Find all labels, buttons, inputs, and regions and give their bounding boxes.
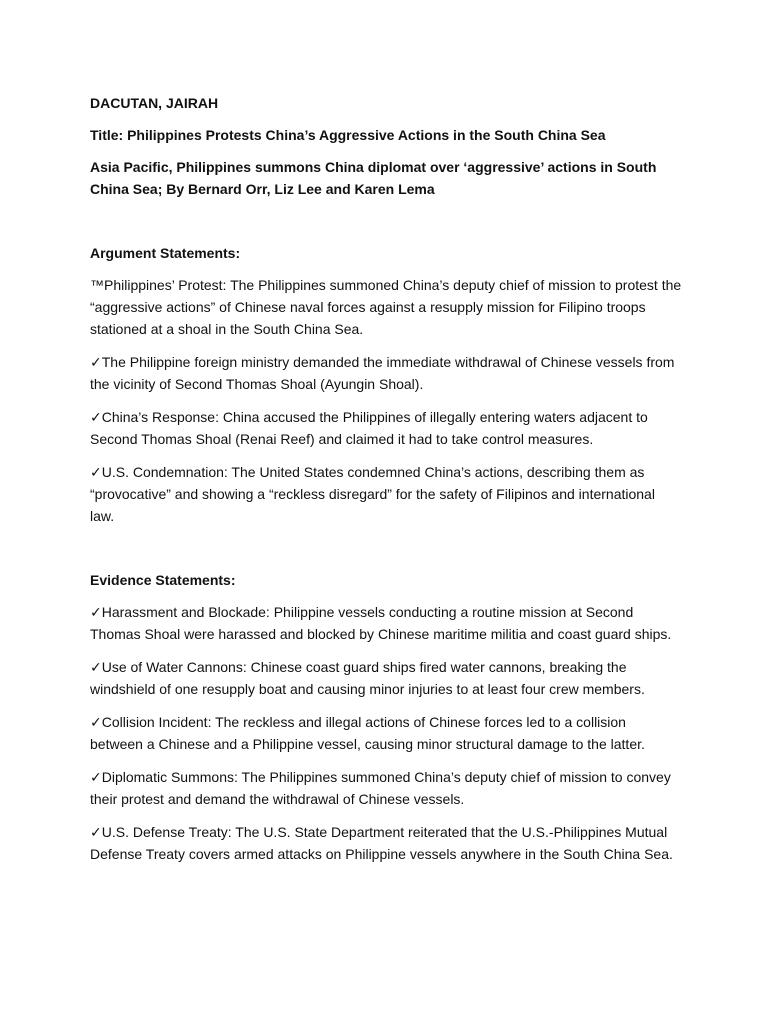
document-title: Title: Philippines Protests China’s Aggressive Actions in the South China Sea — [90, 127, 606, 143]
evidence-item: ✓Use of Water Cannons: Chinese coast guard ships fired water cannons, breaking the windshield of one resupply boat and causing minor injuries to at least four crew members. — [90, 659, 645, 697]
evidence-item: ✓Harassment and Blockade: Philippine vessels conducting a routine mission at Second Thomas Shoal were harassed and blocked by Chinese maritime militia and coast guard ships. — [90, 604, 672, 642]
evidence-item: ✓Collision Incident: The reckless and illegal actions of Chinese forces led to a collision between a Chinese and a Philippine vessel, causing minor structural damage to the latter. — [90, 714, 645, 752]
argument-item: ✓U.S. Condemnation: The United States condemned China’s actions, describing them as “provocative” and showing a “reckless disregard” for the safety of Filipinos and international law. — [90, 464, 655, 524]
author-name: DACUTAN, JAIRAH — [90, 95, 219, 111]
evidence-list — [90, 601, 682, 865]
argument-list — [90, 274, 682, 527]
article-source: Asia Pacific, Philippines summons China diplomat over ‘aggressive’ actions in South China Sea; By Bernard Orr, Liz Lee and Karen Lema — [90, 159, 657, 197]
argument-item: ✓China’s Response: China accused the Philippines of illegally entering waters adjacent to Second Thomas Shoal (Renai Reef) and claimed it had to take control measures. — [90, 409, 648, 447]
argument-item: ✓The Philippine foreign ministry demanded the immediate withdrawal of Chinese vessels from the vicinity of Second Thomas Shoal (Ayungin Shoal). — [90, 354, 675, 392]
evidence-heading: Evidence Statements: — [90, 572, 236, 588]
document-page — [90, 92, 682, 876]
evidence-item: ✓Diplomatic Summons: The Philippines summoned China’s deputy chief of mission to convey their protest and demand the withdrawal of Chinese vessels. — [90, 769, 671, 807]
evidence-item: ✓U.S. Defense Treaty: The U.S. State Department reiterated that the U.S.-Philippines Mutual Defense Treaty covers armed attacks on Philippine vessels anywhere in the South China Sea. — [90, 824, 673, 862]
argument-item: ™Philippines’ Protest: The Philippines summoned China’s deputy chief of mission to protest the “aggressive actions” of Chinese naval forces against a resupply mission for Filipino troops stationed at a shoal in the South China Sea. — [90, 277, 682, 337]
argument-heading: Argument Statements: — [90, 245, 241, 261]
